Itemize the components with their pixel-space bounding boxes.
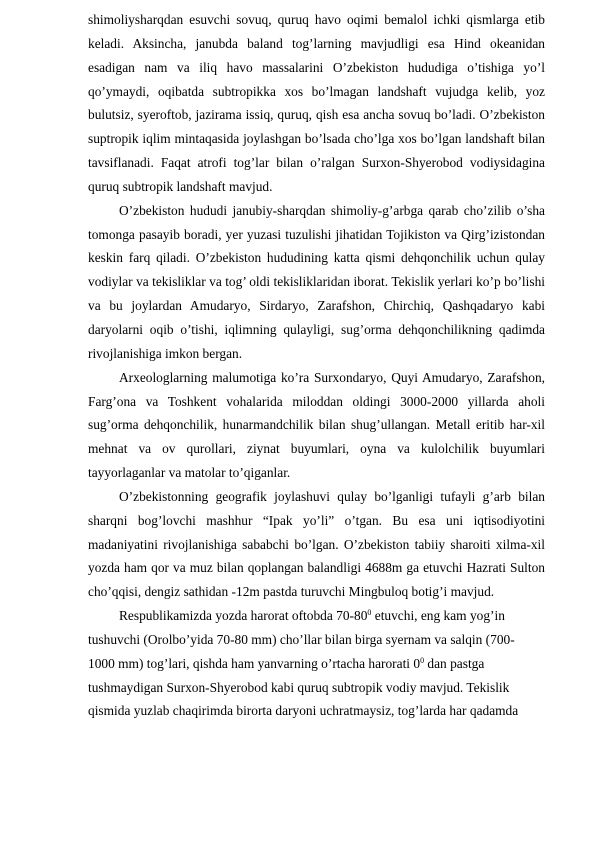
document-page xyxy=(88,8,545,723)
paragraph-4: O’zbekistonning geografik joylashuvi qulay bo’lganligi tufayli g’arb bilan sharqni bog’lovchi mashhur “Ipak yo’li” o’tgan. Bu esa uni iqtisodiyotini madaniyatini rivojlanishiga sababchi bo’lgan. O’zbekiston tabiiy sharoiti xilma-xil yozda ham qor va muz bilan qoplangan balandligi 4688m ga etuvchi Hazrati Sulton cho’qqisi, dengiz sathidan -12m pastda turuvchi Mingbuloq botig’i mavjud. xyxy=(88,488,545,600)
degree-superscript-2: 0 xyxy=(420,655,425,665)
paragraph-3: Arxeologlarning malumotiga ko’ra Surxondaryo, Quyi Amudaryo, Zarafshon, Farg’ona va Toshkent vohalarida miloddan oldingi 3000-2000 yillarda aholi sug’orma dehqonchilik, hunarmandchilik bilan shug’ullangan. Metall eritib har-xil mehnat va ov qurollari, ziynat buyumlari, oyna va kulolchilik buyumlari tayyorlaganlar va matolar to’qiganlar. xyxy=(88,369,545,481)
paragraph-2: O’zbekiston hududi janubiy-sharqdan shimoliy-g’arbga qarab cho’zilib o’sha tomonga pasayib boradi, yer yuzasi tuzulishi jihatidan Tojikiston va Qirg’izistondan keskin farq qiladi. O’zbekiston hududining katta qismi dehqonchilik uchun qulay vodiylar va tekisliklar va tog’ oldi tekisliklaridan iborat. Tekislik yerlari ko’p bo’lishi va bu joylardan Amudaryo, Sirdaryo, Zarafshon, Chirchiq, Qashqadaryo kabi daryolarni oqib o’tishi, iqlimning qulayligi, sug’orma dehqonchilikning qadimda rivojlanishiga imkon bergan. xyxy=(88,202,545,361)
paragraph-5-text-1: Respublikamizda yozda harorat oftobda 70-80 xyxy=(119,608,368,624)
paragraph-5-text-3: dan pastga tushmaydigan Surxon-Shyerobod kabi quruq subtropik vodiy mavjud. Tekislik qismida yuzlab chaqirimda birorta daryoni uchratmaysiz, tog’larda har qadamda xyxy=(88,655,519,719)
paragraph-5-text-2: etuvchi, eng kam yog’in tushuvchi (Orolbo’yida 70-80 mm) cho’llar bilan birga syernam va salqin (700-1000 mm) tog’lari, qishda ham yanvarning o’rtacha harorati 0 xyxy=(88,608,515,671)
degree-superscript-1: 0 xyxy=(367,608,372,618)
paragraph-5 xyxy=(88,604,540,723)
paragraph-1: shimoliysharqdan esuvchi sovuq, quruq havo oqimi bemalol ichki qismlarga etib keladi. Aksincha, janubda baland tog’larning mavjudligi esa Hind okeanidan esadigan nam va iliq havo massalarini O’zbekiston hududiga o’tishiga yo’l qo’ymaydi, oqibatda subtropikka xos bo’lmagan landshaft vujudga kelib, yoz bulutsiz, syeroftob, jazirama issiq, quruq, qish esa ancha sovuq bo’ladi. O’zbekiston suptropik iqlim mintaqasida joylashgan bo’lsada cho’lga xos bo’lgan landshaft bilan tavsiflanadi. Faqat atrofi tog’lar bilan o’ralgan Surxon-Shyerobod vodiysidagina quruq subtropik landshaft mavjud. xyxy=(88,12,545,194)
